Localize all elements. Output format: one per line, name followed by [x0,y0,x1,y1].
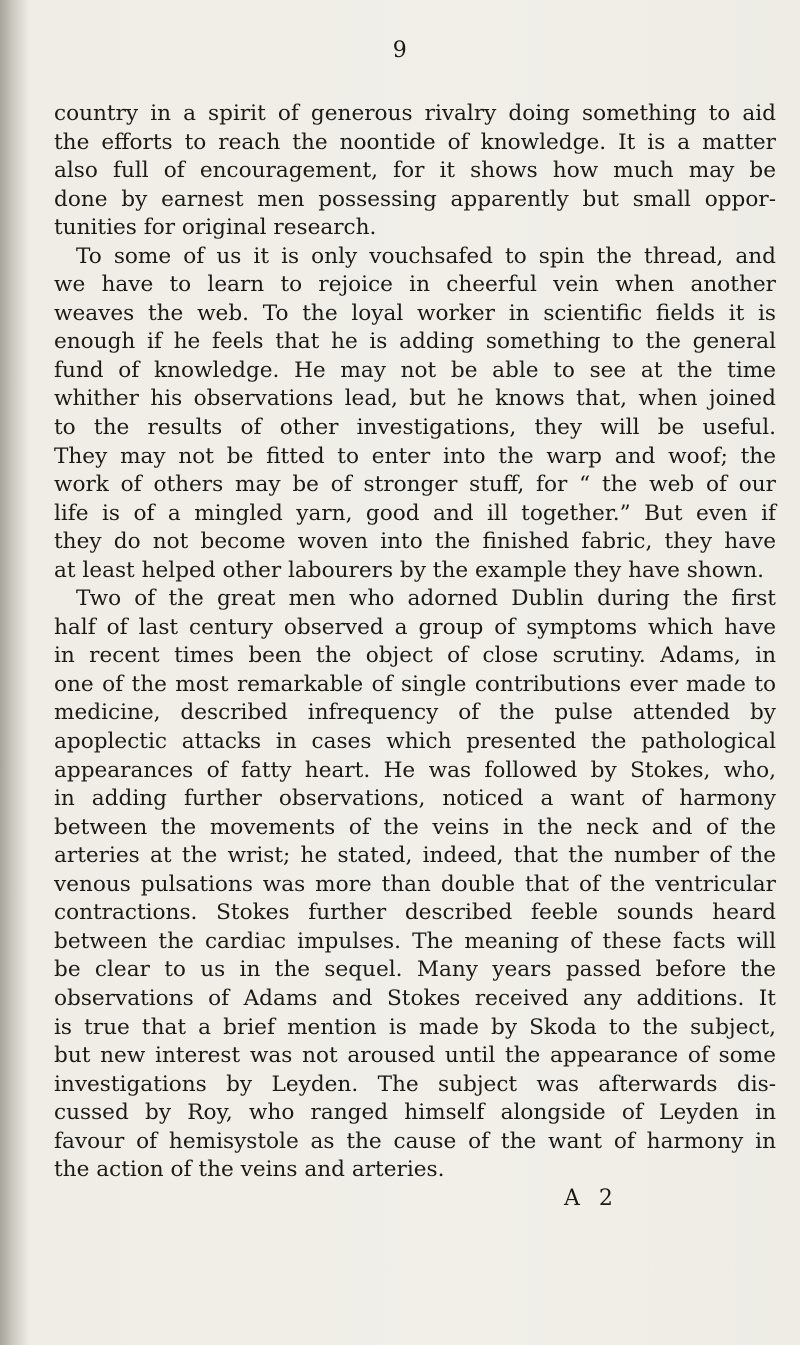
text-line: whither his observations lead, but he knows that, when joined [54,386,776,412]
text-line: in adding further observations, noticed a want of harmony [54,786,776,812]
text-line: to the results of other investigations, they will be useful. [54,415,776,441]
text-line: done by earnest men possessing apparently but small oppor- [54,186,776,212]
text-line: in recent times been the object of close scrutiny. Adams, in [54,643,776,669]
text-line: be clear to us in the sequel. Many years passed before the [54,957,776,983]
text-line: contractions. Stokes further described feeble sounds heard [54,900,776,926]
text-line: They may not be fitted to enter into the warp and woof; the [54,443,776,469]
text-line: Two of the great men who adorned Dublin during the first [76,586,776,612]
text-line: venous pulsations was more than double that of the ventricular [54,871,776,897]
text-line: half of last century observed a group of symptoms which have [54,614,776,640]
text-line: one of the most remarkable of single contributions ever made to [54,671,776,697]
text-line: enough if he feels that he is adding something to the general [54,329,776,355]
text-line: the action of the veins and arteries. [54,1157,445,1183]
text-line: at least helped other labourers by the example they have shown. [54,557,764,583]
text-line: between the movements of the veins in the neck and of the [54,814,776,840]
binding-gutter-shadow [0,0,30,1345]
page-number: 9 [392,38,408,63]
text-line: life is of a mingled yarn, good and ill together.” But even if [54,500,776,526]
text-line: investigations by Leyden. The subject was afterwards dis- [54,1071,776,1097]
text-line: between the cardiac impulses. The meaning of these facts will [54,928,776,954]
text-line: observations of Adams and Stokes received any additions. It [54,985,776,1011]
text-line: fund of knowledge. He may not be able to see at the time [54,357,776,383]
text-line: tunities for original research. [54,215,377,241]
text-line: apoplectic attacks in cases which presented the pathological [54,729,776,755]
text-line: medicine, described infrequency of the pulse attended by [54,700,776,726]
text-line: but new interest was not aroused until the appearance of some [54,1043,776,1069]
text-line: To some of us it is only vouchsafed to spin the thread, and [76,243,776,269]
text-line: weaves the web. To the loyal worker in scientific fields it is [54,300,776,326]
signature-mark: A 2 [564,1186,619,1211]
text-line: also full of encouragement, for it shows how much may be [54,158,776,184]
text-line: arteries at the wrist; he stated, indeed, that the number of the [54,843,776,869]
text-line: favour of hemisystole as the cause of the want of harmony in [54,1128,776,1154]
text-line: country in a spirit of generous rivalry doing something to aid [54,101,776,126]
text-line: is true that a brief mention is made by Skoda to the subject, [54,1014,776,1040]
text-line: appearances of fatty heart. He was followed by Stokes, who, [54,757,776,783]
text-line: we have to learn to rejoice in cheerful vein when another [54,272,776,298]
text-line: they do not become woven into the finished fabric, they have [54,529,776,555]
text-line: work of others may be of stronger stuff, for “ the web of our [54,472,776,498]
text-line: cussed by Roy, who ranged himself alongside of Leyden in [54,1100,776,1126]
body-text [54,100,776,1185]
text-line: the efforts to reach the noontide of knowledge. It is a matter [54,129,776,155]
